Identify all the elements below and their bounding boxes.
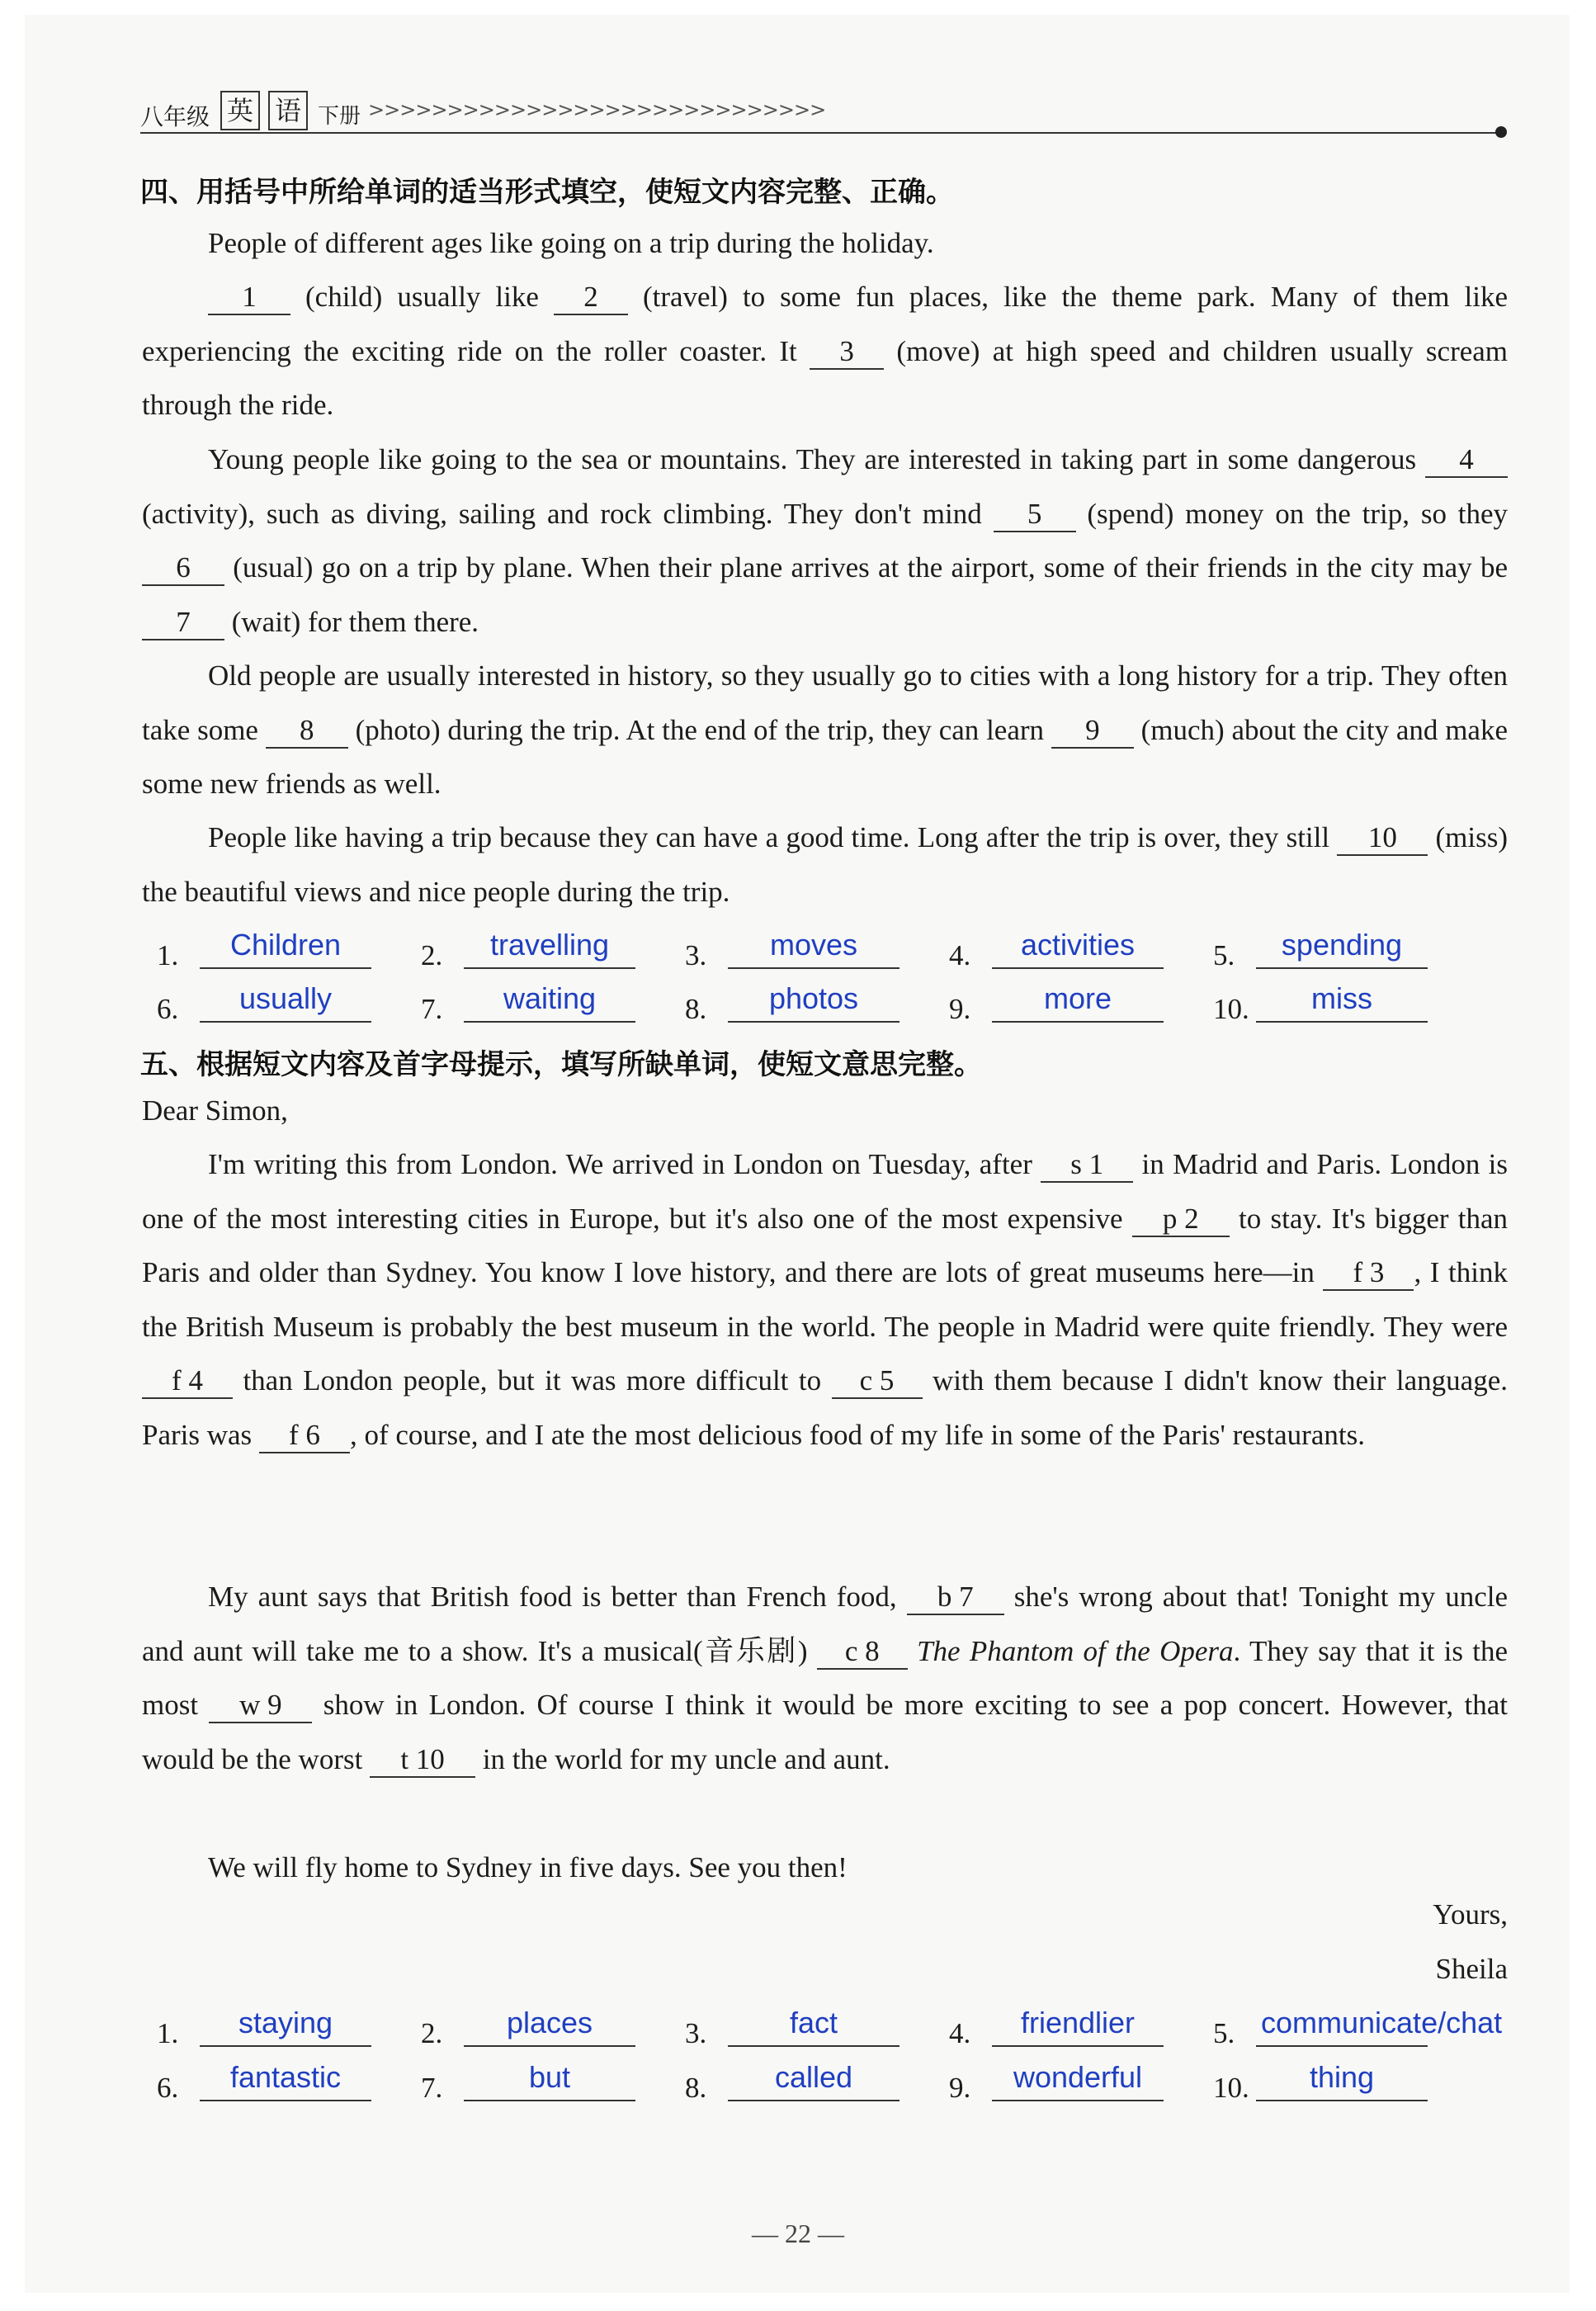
answer-item: 1. Children [157, 923, 421, 972]
answer-value: miss [1311, 981, 1372, 1015]
answer-value: places [506, 2006, 593, 2039]
answer-value: photos [768, 981, 859, 1015]
blank-c5[interactable]: c 5 [832, 1364, 923, 1399]
blank-t10[interactable]: t 10 [370, 1743, 475, 1778]
answer-value: staying [238, 2006, 333, 2039]
answer-item: 4. activities [949, 923, 1213, 972]
answer-item: 10. miss [1213, 976, 1477, 1026]
letter-greeting: Dear Simon, [142, 1094, 288, 1127]
answer-value: but [528, 2060, 571, 2094]
answer-item: 2. travelling [421, 923, 685, 972]
section-4-heading: 四、用括号中所给单词的适当形式填空，使短文内容完整、正确。 [140, 176, 954, 209]
answer-value: Children [229, 928, 342, 962]
section-4-paragraph-4: People like having a trip because they can have a good time. Long after the trip is over, they still 10 (miss) the beautiful views and nice people during the trip. [142, 821, 1509, 908]
blank-f3[interactable]: f 3 [1323, 1256, 1414, 1291]
header-rule-dot [1495, 126, 1507, 138]
answer-value: called [774, 2060, 853, 2094]
letter-paragraph-3: We will fly home to Sydney in five days. See you then! [208, 1851, 848, 1883]
answer-value: waiting [503, 981, 597, 1015]
letter-closing: Yours, [1433, 1898, 1508, 1931]
answer-item: 7. waiting [421, 976, 685, 1026]
answer-item: 5. spending [1213, 923, 1477, 972]
answer-item: 6. fantastic [157, 2055, 421, 2105]
answer-item: 10. thing [1213, 2055, 1477, 2105]
blank-b7[interactable]: b 7 [907, 1581, 1004, 1615]
blank-8[interactable]: 8 [266, 714, 348, 749]
musical-title: The Phantom of the Opera [917, 1634, 1234, 1667]
answer-value: travelling [489, 928, 610, 962]
blank-2[interactable]: 2 [554, 281, 628, 315]
letter-paragraph-2: My aunt says that British food is better than French food, b 7 she's wrong about that! Tonight my uncle and aunt will take me to a show. It's a musical(音乐剧) c 8 The Phantom of the Opera. They say that it is the most w 9 show in London. Of course I think it would be more exciting to see a pop concert. However, that would be the worst t 10 in the world for my uncle and aunt. [142, 1570, 1508, 1786]
section-4-intro: People of different ages like going on a trip during the holiday. [208, 227, 934, 259]
blank-7[interactable]: 7 [142, 606, 224, 640]
section-4-paragraph-1: 1 (child) usually like 2 (travel) to some fun places, like the theme park. Many of them like experiencing the exciting ride on the roller coaster. It 3 (move) at high speed and children usually scream through the ride. [142, 281, 1509, 421]
answer-item: 5. communicate/chat [1213, 2001, 1477, 2050]
blank-10[interactable]: 10 [1337, 821, 1428, 856]
blank-s1[interactable]: s 1 [1041, 1148, 1133, 1183]
header-rule [140, 132, 1502, 134]
header-arrows: >>>>>>>>>>>>>>>>>>>>>>>>>>>>> [368, 98, 826, 121]
answer-value: usually [238, 981, 333, 1015]
header-subject-char-2: 语 [268, 91, 308, 130]
blank-6[interactable]: 6 [142, 551, 224, 586]
answer-item: 8. called [685, 2055, 949, 2105]
answer-item: 1. staying [157, 2001, 421, 2050]
answer-value: activities [1020, 928, 1136, 962]
blank-4[interactable]: 4 [1425, 443, 1508, 478]
blank-f6[interactable]: f 6 [259, 1419, 350, 1453]
answer-value: fact [789, 2006, 838, 2039]
answer-item: 8. photos [685, 976, 949, 1026]
letter-signature: Sheila [1435, 1953, 1508, 1985]
page-number: — 22 — [752, 2219, 844, 2248]
blank-1[interactable]: 1 [208, 281, 290, 315]
answer-item: 9. wonderful [949, 2055, 1213, 2105]
blank-9[interactable]: 9 [1051, 714, 1134, 749]
header-subject-char-1: 英 [220, 91, 260, 130]
letter-paragraph-1: I'm writing this from London. We arrived in London on Tuesday, after s 1 in Madrid and Paris. London is one of the most interesting cities in Europe, but it's also one of the most expensive p 2 to stay. It's bigger than Paris and older than Sydney. You know I love history, and there are lots of great museums here—in f 3 , I think the British Museum is probably the best museum in the world. The people in Madrid were quite friendly. They were f 4 than London people, but it was more difficult to c 5 with them because I didn't know their language. Paris was f 6 , of course, and I ate the most delicious food of my life in some of the Paris' restaurants. [142, 1137, 1508, 1462]
answer-item: 7. but [421, 2055, 685, 2105]
answer-value: moves [769, 928, 858, 962]
answer-item: 9. more [949, 976, 1213, 1026]
section-4-paragraph-3: Old people are usually interested in history, so they usually go to cities with a long history for a trip. They often take some 8 (photo) during the trip. At the end of the trip, they can learn 9 (much) about the city and make some new friends as well. [142, 659, 1508, 800]
blank-p2[interactable]: p 2 [1132, 1203, 1230, 1237]
answer-item: 4. friendlier [949, 2001, 1213, 2050]
blank-w9[interactable]: w 9 [209, 1689, 312, 1723]
blank-3[interactable]: 3 [810, 335, 884, 370]
answer-value: fantastic [229, 2060, 342, 2094]
answer-item: 3. moves [685, 923, 949, 972]
answer-value: thing [1309, 2060, 1375, 2094]
answer-value: wonderful [1013, 2060, 1143, 2094]
answer-item: 2. places [421, 2001, 685, 2050]
blank-c8[interactable]: c 8 [817, 1635, 908, 1670]
answer-value: communicate/chat [1261, 2006, 1503, 2039]
answer-item: 3. fact [685, 2001, 949, 2050]
header-grade: 八年级 [140, 103, 210, 130]
answer-item: 6. usually [157, 976, 421, 1026]
answer-value: more [1043, 981, 1112, 1015]
section-5-heading: 五、根据短文内容及首字母提示，填写所缺单词，使短文意思完整。 [140, 1048, 982, 1081]
blank-f4[interactable]: f 4 [142, 1364, 233, 1399]
section-4-paragraph-2: Young people like going to the sea or mountains. They are interested in taking part in some dangerous 4 (activity), such as diving, sailing and rock climbing. They don't mind 5 (spend) money on the trip, so they 6 (usual) go on a trip by plane. When their plane arrives at the airport, some of their friends in the city may be 7 (wait) for them there. [142, 432, 1508, 649]
blank-5[interactable]: 5 [994, 498, 1076, 532]
answer-value: friendlier [1020, 2006, 1136, 2039]
header-volume: 下册 [318, 104, 361, 129]
answer-value: spending [1281, 928, 1403, 962]
